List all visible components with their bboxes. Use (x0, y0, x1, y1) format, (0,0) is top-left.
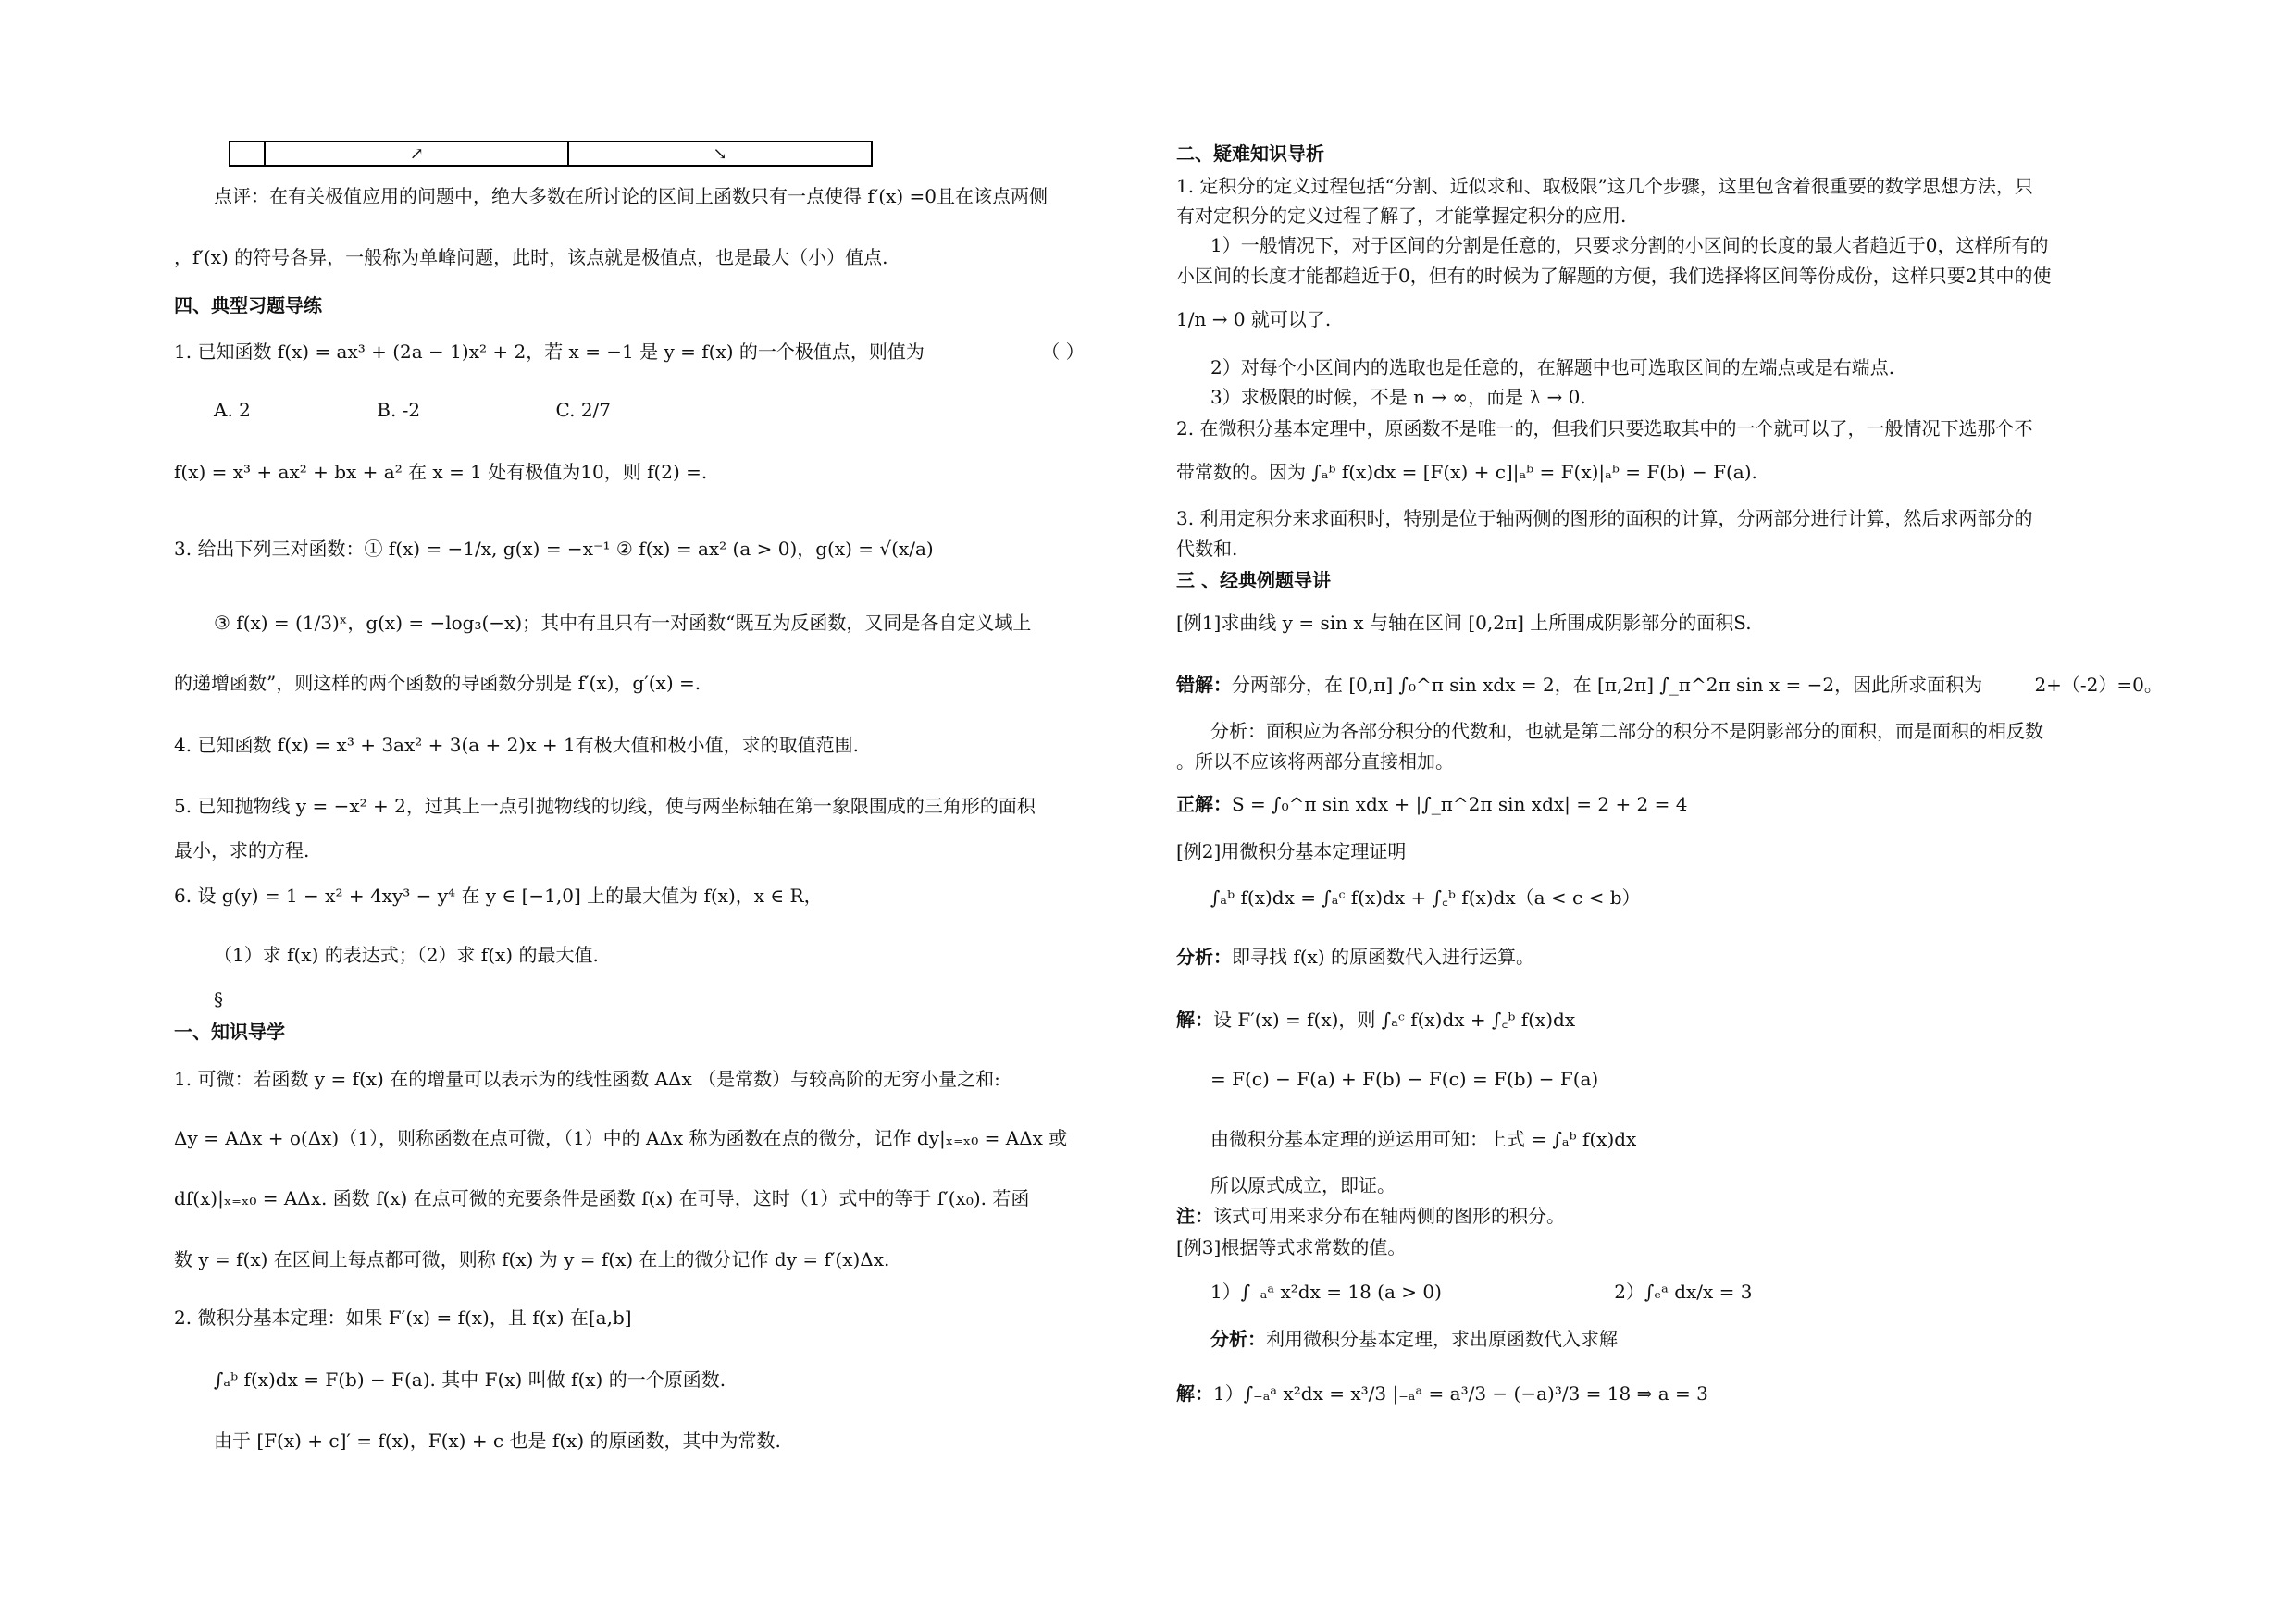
knowledge-1-line-3: df(x)|ₓ₌ₓ₀ = AΔx. 函数 f(x) 在点可微的充要条件是函数 f(x) 在可导，这时（1）式中的等于 f′(x₀). 若函 (174, 1187, 1030, 1209)
question-3-line-2: ③ f(x) = (1/3)ˣ，g(x) = −log₃(−x)；其中有且只有一对函数“既互为反函数，又同是各自定义域上 (214, 612, 1032, 634)
solution-2-line-3: 由微积分基本定理的逆运用可知：上式 = ∫ₐᵇ f(x)dx (1210, 1128, 1637, 1150)
question-1 (174, 339, 1085, 365)
solution-2-text: 设 F′(x) = f(x)，则 ∫ₐᶜ f(x)dx + ∫꜀ᵇ f(x)dx (1213, 1009, 1576, 1031)
option-c: C. 2/7 (555, 399, 612, 421)
knowledge-2-formula: ∫ₐᵇ f(x)dx = F(b) − F(a). 其中 F(x) 叫做 f(x) 的一个原函数. (214, 1369, 726, 1391)
analysis-1: 分析：面积应为各部分积分的代数和，也就是第二部分的积分不是阴影部分的面积，而是面积的相反数 (1210, 720, 2043, 742)
difficulty-1-item-1: 1）一般情况下，对于区间的分割是任意的，只要求分割的小区间的长度的最大者趋近于0，这样所有的 (1210, 234, 2049, 256)
difficulty-2-line-2: 带常数的。因为 ∫ₐᵇ f(x)dx = [F(x) + c]|ₐᵇ = F(x)|ₐᵇ = F(b) − F(a). (1176, 461, 1757, 483)
analysis-3-label: 分析： (1210, 1328, 1266, 1350)
question-3-line-3: 的递增函数”，则这样的两个函数的导函数分别是 f′(x)，g′(x) =. (174, 672, 701, 694)
increasing-arrow-cell: ↗ (265, 142, 568, 166)
analysis-2-text: 即寻找 f(x) 的原函数代入进行运算。 (1232, 946, 1535, 968)
knowledge-2: 2. 微积分基本定理：如果 F′(x) = f(x)，且 f(x) 在[a,b] (174, 1307, 632, 1329)
example-3-items (1210, 1279, 1753, 1305)
difficulty-2: 2. 在微积分基本定理中，原函数不是唯一的，但我们只要选取其中的一个就可以了，一般情况下选那个不 (1176, 417, 2033, 440)
question-3: 3. 给出下列三对函数：① f(x) = −1/x, g(x) = −x⁻¹ ② f(x) = ax² (a > 0)，g(x) = √(x/a) (174, 538, 934, 560)
knowledge-1-line-4: 数 y = f(x) 在区间上每点都可微，则称 f(x) 为 y = f(x) 在上的微分记作 dy = f′(x)Δx. (174, 1248, 890, 1270)
analysis-3-text: 利用微积分基本定理，求出原函数代入求解 (1266, 1328, 1618, 1350)
difficulty-3: 3. 利用定积分来求面积时，特别是位于轴两侧的图形的面积的计算，分两部分进行计算，然后求两部分的 (1176, 507, 2033, 529)
knowledge-1: 1. 可微：若函数 y = f(x) 在的增量可以表示为的线性函数 AΔx （是常数）与较高阶的无穷小量之和: (174, 1068, 1000, 1090)
difficulty-1-item-1-line-3: 1/n → 0 就可以了. (1176, 308, 1332, 330)
note (1176, 1203, 1565, 1229)
correct-solution (1176, 791, 1687, 817)
example-3: [例3]根据等式求常数的值。 (1176, 1236, 1407, 1258)
example-1: [例1]求曲线 y = sin x 与轴在区间 [0,2π] 上所围成阴影部分的面积S. (1176, 612, 1752, 634)
wrong-solution-text: 分两部分，在 [0,π] ∫₀^π sin xdx = 2，在 [π,2π] ∫_π^2π sin x = −2，因此所求面积为 (1232, 674, 1983, 696)
solution-3 (1176, 1381, 1708, 1406)
example-2-formula: ∫ₐᵇ f(x)dx = ∫ₐᶜ f(x)dx + ∫꜀ᵇ f(x)dx（a < c < b） (1210, 886, 1641, 909)
analysis-2-label: 分析： (1176, 946, 1232, 968)
knowledge-2-note: 由于 [F(x) + c]′ = f(x)，F(x) + c 也是 f(x) 的原函数，其中为常数. (214, 1430, 781, 1452)
question-6: 6. 设 g(y) = 1 − x² + 4xy³ − y⁴ 在 y ∈ [−1,0] 上的最大值为 f(x)，x ∈ R， (174, 885, 823, 907)
example-2: [例2]用微积分基本定理证明 (1176, 840, 1407, 862)
difficulty-1: 1. 定积分的定义过程包括“分割、近似求和、取极限”这几个步骤，这里包含着很重要的数学思想方法，只 (1176, 175, 2033, 197)
difficulty-3-line-2: 代数和. (1176, 538, 1238, 560)
option-b: B. -2 (377, 399, 421, 421)
section-heading-3: 三 、经典例题导讲 (1176, 569, 1331, 591)
difficulty-1-item-1-line-2: 小区间的长度才能都趋近于0，但有的时候为了解题的方便，我们选择将区间等份成份，这样只要2其中的使 (1176, 265, 2052, 287)
solution-3-label: 解： (1176, 1382, 1213, 1405)
comment-line-1: 点评：在有关极值应用的问题中，绝大多数在所讨论的区间上函数只有一点使得 f′(x) =0且在该点两侧 (214, 185, 1049, 207)
question-1-options (214, 397, 611, 423)
difficulty-1-item-2: 2）对每个小区间内的选取也是任意的，在解题中也可选取区间的左端点或是右端点. (1210, 356, 1895, 378)
solution-2-label: 解： (1176, 1009, 1213, 1031)
question-2: f(x) = x³ + ax² + bx + a² 在 x = 1 处有极值为10，则 f(2) =. (174, 461, 708, 483)
analysis-3 (1210, 1326, 1618, 1352)
answer-paren: （ ） (1041, 341, 1085, 363)
note-label: 注： (1176, 1205, 1213, 1227)
table-cell (230, 142, 265, 166)
section-heading-1: 一、知识导学 (174, 1021, 285, 1043)
section-mark: § (214, 988, 223, 1010)
question-6-line-2: （1）求 f(x) 的表达式；（2）求 f(x) 的最大值. (214, 944, 599, 966)
wrong-solution-result: 2+（-2）=0。 (2034, 674, 2163, 696)
note-text: 该式可用来求分布在轴两侧的图形的积分。 (1213, 1205, 1565, 1227)
wrong-solution-label: 错解： (1176, 674, 1232, 696)
question-1-text: 1. 已知函数 f(x) = ax³ + (2a − 1)x² + 2，若 x = −1 是 y = f(x) 的一个极值点，则值为 (174, 341, 925, 363)
monotonic-table (229, 141, 873, 167)
difficulty-1-line-2: 有对定积分的定义过程了解了，才能掌握定积分的应用. (1176, 204, 1627, 227)
option-a: A. 2 (214, 399, 251, 421)
question-4: 4. 已知函数 f(x) = x³ + 3ax² + 3(a + 2)x + 1有极大值和极小值，求的取值范围. (174, 734, 860, 756)
decreasing-arrow-cell: ↘ (568, 142, 872, 166)
example-3-item-2: 2）∫ₑᵃ dx/x = 3 (1614, 1281, 1753, 1303)
correct-solution-label: 正解： (1176, 793, 1232, 815)
comment-line-2: ，f′(x) 的符号各异，一般称为单峰问题，此时，该点就是极值点，也是最大（小）值点. (174, 246, 888, 268)
solution-2-line-2: = F(c) − F(a) + F(b) − F(c) = F(b) − F(a) (1210, 1068, 1599, 1090)
analysis-2 (1176, 944, 1534, 970)
solution-3-text: 1）∫₋ₐᵃ x²dx = x³/3 |₋ₐᵃ = a³/3 − (−a)³/3 = 18 ⇒ a = 3 (1213, 1382, 1708, 1405)
knowledge-1-line-2: Δy = AΔx + o(Δx)（1），则称函数在点可微，（1）中的 AΔx 称为函数在点的微分，记作 dy|ₓ₌ₓ₀ = AΔx 或 (174, 1127, 1068, 1149)
difficulty-1-item-3: 3）求极限的时候，不是 n → ∞，而是 λ → 0. (1210, 386, 1586, 408)
solution-2 (1176, 1007, 1575, 1033)
analysis-1-line-2: 。所以不应该将两部分直接相加。 (1176, 750, 1454, 773)
solution-2-line-4: 所以原式成立，即证。 (1210, 1174, 1396, 1196)
example-3-item-1: 1）∫₋ₐᵃ x²dx = 18 (a > 0) (1210, 1281, 1442, 1303)
question-5: 5. 已知抛物线 y = −x² + 2，过其上一点引抛物线的切线，使与两坐标轴在第一象限围成的三角形的面积 (174, 795, 1036, 817)
section-heading-4: 四、典型习题导练 (174, 294, 322, 316)
correct-solution-text: S = ∫₀^π sin xdx + |∫_π^2π sin xdx| = 2 + 2 = 4 (1232, 793, 1688, 815)
wrong-solution (1176, 672, 2163, 698)
question-5-line-2: 最小，求的方程. (174, 839, 310, 861)
section-heading-2: 二、疑难知识导析 (1176, 142, 1324, 165)
